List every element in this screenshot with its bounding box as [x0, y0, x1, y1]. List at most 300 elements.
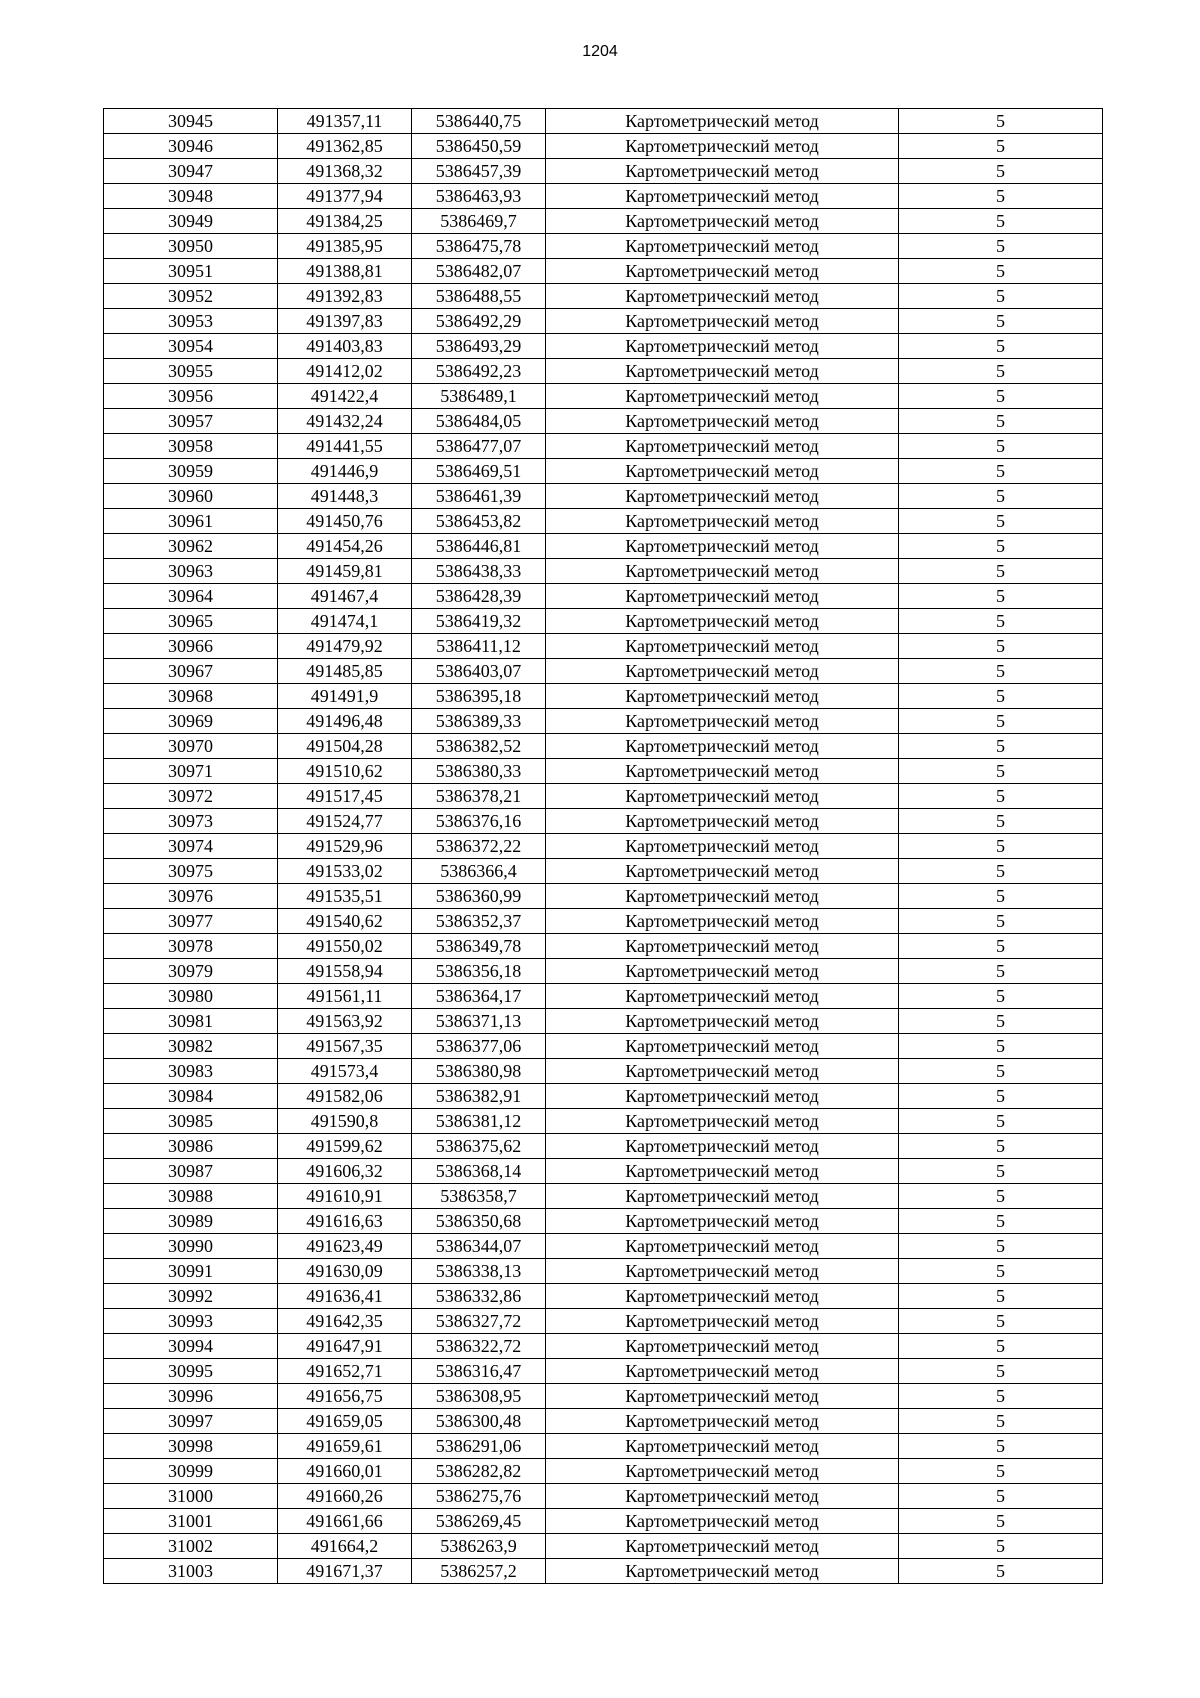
method-cell: Картометрический метод: [546, 234, 899, 259]
x-coordinate-cell: 491573,4: [278, 1059, 412, 1084]
y-coordinate-cell: 5386446,81: [412, 534, 546, 559]
y-coordinate-cell: 5386257,2: [412, 1559, 546, 1584]
x-coordinate-cell: 491496,48: [278, 709, 412, 734]
accuracy-cell: 5: [899, 284, 1103, 309]
method-cell: Картометрический метод: [546, 309, 899, 334]
x-coordinate-cell: 491590,8: [278, 1109, 412, 1134]
y-coordinate-cell: 5386372,22: [412, 834, 546, 859]
method-cell: Картометрический метод: [546, 1309, 899, 1334]
table-row: [104, 584, 1103, 609]
table-row: [104, 1184, 1103, 1209]
method-cell: Картометрический метод: [546, 684, 899, 709]
point-number-cell: 30969: [104, 709, 278, 734]
x-coordinate-cell: 491642,35: [278, 1309, 412, 1334]
y-coordinate-cell: 5386450,59: [412, 134, 546, 159]
table-row: [104, 184, 1103, 209]
point-number-cell: 30971: [104, 759, 278, 784]
point-number-cell: 30972: [104, 784, 278, 809]
x-coordinate-cell: 491388,81: [278, 259, 412, 284]
y-coordinate-cell: 5386316,47: [412, 1359, 546, 1384]
accuracy-cell: 5: [899, 884, 1103, 909]
point-number-cell: 30956: [104, 384, 278, 409]
coordinates-table: [103, 108, 1103, 1584]
x-coordinate-cell: 491432,24: [278, 409, 412, 434]
point-number-cell: 30976: [104, 884, 278, 909]
y-coordinate-cell: 5386338,13: [412, 1259, 546, 1284]
point-number-cell: 30998: [104, 1434, 278, 1459]
point-number-cell: 30988: [104, 1184, 278, 1209]
method-cell: Картометрический метод: [546, 984, 899, 1009]
method-cell: Картометрический метод: [546, 584, 899, 609]
y-coordinate-cell: 5386381,12: [412, 1109, 546, 1134]
method-cell: Картометрический метод: [546, 609, 899, 634]
accuracy-cell: 5: [899, 584, 1103, 609]
point-number-cell: 30973: [104, 809, 278, 834]
table-row: [104, 984, 1103, 1009]
table-row: [104, 434, 1103, 459]
point-number-cell: 30946: [104, 134, 278, 159]
x-coordinate-cell: 491403,83: [278, 334, 412, 359]
point-number-cell: 30945: [104, 109, 278, 134]
accuracy-cell: 5: [899, 209, 1103, 234]
y-coordinate-cell: 5386489,1: [412, 384, 546, 409]
table-row: [104, 1034, 1103, 1059]
y-coordinate-cell: 5386469,51: [412, 459, 546, 484]
y-coordinate-cell: 5386350,68: [412, 1209, 546, 1234]
table-row: [104, 1109, 1103, 1134]
point-number-cell: 30951: [104, 259, 278, 284]
y-coordinate-cell: 5386469,7: [412, 209, 546, 234]
accuracy-cell: 5: [899, 134, 1103, 159]
method-cell: Картометрический метод: [546, 359, 899, 384]
point-number-cell: 30986: [104, 1134, 278, 1159]
y-coordinate-cell: 5386382,91: [412, 1084, 546, 1109]
accuracy-cell: 5: [899, 484, 1103, 509]
y-coordinate-cell: 5386377,06: [412, 1034, 546, 1059]
table-row: [104, 734, 1103, 759]
method-cell: Картометрический метод: [546, 809, 899, 834]
x-coordinate-cell: 491652,71: [278, 1359, 412, 1384]
accuracy-cell: 5: [899, 1059, 1103, 1084]
method-cell: Картометрический метод: [546, 1484, 899, 1509]
method-cell: Картометрический метод: [546, 1209, 899, 1234]
method-cell: Картометрический метод: [546, 634, 899, 659]
method-cell: Картометрический метод: [546, 1009, 899, 1034]
point-number-cell: 30957: [104, 409, 278, 434]
point-number-cell: 30961: [104, 509, 278, 534]
point-number-cell: 30994: [104, 1334, 278, 1359]
accuracy-cell: 5: [899, 1409, 1103, 1434]
y-coordinate-cell: 5386461,39: [412, 484, 546, 509]
point-number-cell: 30965: [104, 609, 278, 634]
y-coordinate-cell: 5386453,82: [412, 509, 546, 534]
method-cell: Картометрический метод: [546, 1034, 899, 1059]
y-coordinate-cell: 5386438,33: [412, 559, 546, 584]
y-coordinate-cell: 5386352,37: [412, 909, 546, 934]
table-row: [104, 134, 1103, 159]
method-cell: Картометрический метод: [546, 434, 899, 459]
point-number-cell: 30970: [104, 734, 278, 759]
y-coordinate-cell: 5386475,78: [412, 234, 546, 259]
accuracy-cell: 5: [899, 909, 1103, 934]
point-number-cell: 30981: [104, 1009, 278, 1034]
accuracy-cell: 5: [899, 1434, 1103, 1459]
method-cell: Картометрический метод: [546, 709, 899, 734]
point-number-cell: 30991: [104, 1259, 278, 1284]
table-row: [104, 1009, 1103, 1034]
accuracy-cell: 5: [899, 1484, 1103, 1509]
x-coordinate-cell: 491362,85: [278, 134, 412, 159]
y-coordinate-cell: 5386349,78: [412, 934, 546, 959]
y-coordinate-cell: 5386376,16: [412, 809, 546, 834]
point-number-cell: 30954: [104, 334, 278, 359]
accuracy-cell: 5: [899, 334, 1103, 359]
accuracy-cell: 5: [899, 609, 1103, 634]
table-row: [104, 684, 1103, 709]
x-coordinate-cell: 491397,83: [278, 309, 412, 334]
y-coordinate-cell: 5386477,07: [412, 434, 546, 459]
point-number-cell: 30977: [104, 909, 278, 934]
x-coordinate-cell: 491454,26: [278, 534, 412, 559]
table-row: [104, 784, 1103, 809]
accuracy-cell: 5: [899, 359, 1103, 384]
method-cell: Картометрический метод: [546, 959, 899, 984]
x-coordinate-cell: 491422,4: [278, 384, 412, 409]
table-row: [104, 1209, 1103, 1234]
point-number-cell: 30966: [104, 634, 278, 659]
x-coordinate-cell: 491671,37: [278, 1559, 412, 1584]
point-number-cell: 30995: [104, 1359, 278, 1384]
x-coordinate-cell: 491561,11: [278, 984, 412, 1009]
table-row: [104, 559, 1103, 584]
point-number-cell: 30964: [104, 584, 278, 609]
accuracy-cell: 5: [899, 459, 1103, 484]
point-number-cell: 30999: [104, 1459, 278, 1484]
x-coordinate-cell: 491529,96: [278, 834, 412, 859]
accuracy-cell: 5: [899, 1134, 1103, 1159]
y-coordinate-cell: 5386360,99: [412, 884, 546, 909]
y-coordinate-cell: 5386482,07: [412, 259, 546, 284]
x-coordinate-cell: 491567,35: [278, 1034, 412, 1059]
table-row: [104, 834, 1103, 859]
x-coordinate-cell: 491660,01: [278, 1459, 412, 1484]
method-cell: Картометрический метод: [546, 1159, 899, 1184]
x-coordinate-cell: 491535,51: [278, 884, 412, 909]
table-row: [104, 1159, 1103, 1184]
point-number-cell: 30989: [104, 1209, 278, 1234]
table-row: [104, 1259, 1103, 1284]
table-row: [104, 634, 1103, 659]
y-coordinate-cell: 5386378,21: [412, 784, 546, 809]
y-coordinate-cell: 5386291,06: [412, 1434, 546, 1459]
point-number-cell: 30978: [104, 934, 278, 959]
accuracy-cell: 5: [899, 1009, 1103, 1034]
method-cell: Картометрический метод: [546, 459, 899, 484]
table-row: [104, 484, 1103, 509]
point-number-cell: 30974: [104, 834, 278, 859]
method-cell: Картометрический метод: [546, 1059, 899, 1084]
y-coordinate-cell: 5386380,98: [412, 1059, 546, 1084]
table-row: [104, 1284, 1103, 1309]
y-coordinate-cell: 5386366,4: [412, 859, 546, 884]
accuracy-cell: 5: [899, 1184, 1103, 1209]
method-cell: Картометрический метод: [546, 659, 899, 684]
table-row: [104, 209, 1103, 234]
accuracy-cell: 5: [899, 534, 1103, 559]
y-coordinate-cell: 5386322,72: [412, 1334, 546, 1359]
point-number-cell: 30952: [104, 284, 278, 309]
table-row: [104, 609, 1103, 634]
method-cell: Картометрический метод: [546, 1184, 899, 1209]
method-cell: Картометрический метод: [546, 1384, 899, 1409]
accuracy-cell: 5: [899, 1384, 1103, 1409]
x-coordinate-cell: 491558,94: [278, 959, 412, 984]
x-coordinate-cell: 491647,91: [278, 1334, 412, 1359]
y-coordinate-cell: 5386389,33: [412, 709, 546, 734]
y-coordinate-cell: 5386356,18: [412, 959, 546, 984]
table-row: [104, 1359, 1103, 1384]
point-number-cell: 31000: [104, 1484, 278, 1509]
y-coordinate-cell: 5386263,9: [412, 1534, 546, 1559]
y-coordinate-cell: 5386419,32: [412, 609, 546, 634]
y-coordinate-cell: 5386344,07: [412, 1234, 546, 1259]
table-row: [104, 1309, 1103, 1334]
accuracy-cell: 5: [899, 1209, 1103, 1234]
x-coordinate-cell: 491479,92: [278, 634, 412, 659]
accuracy-cell: 5: [899, 1534, 1103, 1559]
x-coordinate-cell: 491636,41: [278, 1284, 412, 1309]
point-number-cell: 30953: [104, 309, 278, 334]
x-coordinate-cell: 491450,76: [278, 509, 412, 534]
x-coordinate-cell: 491385,95: [278, 234, 412, 259]
y-coordinate-cell: 5386358,7: [412, 1184, 546, 1209]
x-coordinate-cell: 491392,83: [278, 284, 412, 309]
table-row: [104, 109, 1103, 134]
point-number-cell: 30983: [104, 1059, 278, 1084]
table-row: [104, 859, 1103, 884]
accuracy-cell: 5: [899, 1034, 1103, 1059]
accuracy-cell: 5: [899, 559, 1103, 584]
accuracy-cell: 5: [899, 309, 1103, 334]
x-coordinate-cell: 491467,4: [278, 584, 412, 609]
accuracy-cell: 5: [899, 1559, 1103, 1584]
accuracy-cell: 5: [899, 259, 1103, 284]
table-row: [104, 1134, 1103, 1159]
x-coordinate-cell: 491491,9: [278, 684, 412, 709]
point-number-cell: 30996: [104, 1384, 278, 1409]
method-cell: Картометрический метод: [546, 159, 899, 184]
table-row: [104, 534, 1103, 559]
table-row: [104, 234, 1103, 259]
point-number-cell: 30997: [104, 1409, 278, 1434]
x-coordinate-cell: 491357,11: [278, 109, 412, 134]
point-number-cell: 30967: [104, 659, 278, 684]
accuracy-cell: 5: [899, 109, 1103, 134]
accuracy-cell: 5: [899, 159, 1103, 184]
table-row: [104, 384, 1103, 409]
method-cell: Картометрический метод: [546, 1509, 899, 1534]
y-coordinate-cell: 5386368,14: [412, 1159, 546, 1184]
x-coordinate-cell: 491377,94: [278, 184, 412, 209]
y-coordinate-cell: 5386457,39: [412, 159, 546, 184]
table-row: [104, 809, 1103, 834]
point-number-cell: 30950: [104, 234, 278, 259]
method-cell: Картометрический метод: [546, 1284, 899, 1309]
method-cell: Картометрический метод: [546, 1459, 899, 1484]
table-row: [104, 909, 1103, 934]
accuracy-cell: 5: [899, 184, 1103, 209]
point-number-cell: 30960: [104, 484, 278, 509]
x-coordinate-cell: 491459,81: [278, 559, 412, 584]
x-coordinate-cell: 491446,9: [278, 459, 412, 484]
x-coordinate-cell: 491661,66: [278, 1509, 412, 1534]
accuracy-cell: 5: [899, 234, 1103, 259]
method-cell: Картометрический метод: [546, 409, 899, 434]
y-coordinate-cell: 5386375,62: [412, 1134, 546, 1159]
point-number-cell: 30975: [104, 859, 278, 884]
table-row: [104, 334, 1103, 359]
method-cell: Картометрический метод: [546, 334, 899, 359]
x-coordinate-cell: 491510,62: [278, 759, 412, 784]
accuracy-cell: 5: [899, 1284, 1103, 1309]
point-number-cell: 30947: [104, 159, 278, 184]
method-cell: Картометрический метод: [546, 759, 899, 784]
table-row: [104, 659, 1103, 684]
accuracy-cell: 5: [899, 834, 1103, 859]
table-row: [104, 159, 1103, 184]
x-coordinate-cell: 491664,2: [278, 1534, 412, 1559]
y-coordinate-cell: 5386395,18: [412, 684, 546, 709]
method-cell: Картометрический метод: [546, 109, 899, 134]
method-cell: Картометрический метод: [546, 484, 899, 509]
x-coordinate-cell: 491533,02: [278, 859, 412, 884]
method-cell: Картометрический метод: [546, 1559, 899, 1584]
table-row: [104, 1384, 1103, 1409]
method-cell: Картометрический метод: [546, 734, 899, 759]
method-cell: Картометрический метод: [546, 1359, 899, 1384]
y-coordinate-cell: 5386411,12: [412, 634, 546, 659]
table-row: [104, 1084, 1103, 1109]
point-number-cell: 30958: [104, 434, 278, 459]
accuracy-cell: 5: [899, 1159, 1103, 1184]
table-row: [104, 1234, 1103, 1259]
method-cell: Картометрический метод: [546, 209, 899, 234]
accuracy-cell: 5: [899, 709, 1103, 734]
x-coordinate-cell: 491474,1: [278, 609, 412, 634]
accuracy-cell: 5: [899, 1234, 1103, 1259]
method-cell: Картометрический метод: [546, 1434, 899, 1459]
method-cell: Картометрический метод: [546, 1534, 899, 1559]
method-cell: Картометрический метод: [546, 1134, 899, 1159]
y-coordinate-cell: 5386382,52: [412, 734, 546, 759]
y-coordinate-cell: 5386492,29: [412, 309, 546, 334]
method-cell: Картометрический метод: [546, 259, 899, 284]
table-row: [104, 959, 1103, 984]
table-row: [104, 459, 1103, 484]
point-number-cell: 30959: [104, 459, 278, 484]
x-coordinate-cell: 491524,77: [278, 809, 412, 834]
accuracy-cell: 5: [899, 809, 1103, 834]
point-number-cell: 30979: [104, 959, 278, 984]
table-row: [104, 1559, 1103, 1584]
page-number: 1204: [582, 43, 618, 60]
y-coordinate-cell: 5386282,82: [412, 1459, 546, 1484]
point-number-cell: 30990: [104, 1234, 278, 1259]
x-coordinate-cell: 491517,45: [278, 784, 412, 809]
x-coordinate-cell: 491656,75: [278, 1384, 412, 1409]
table-row: [104, 1409, 1103, 1434]
y-coordinate-cell: 5386300,48: [412, 1409, 546, 1434]
method-cell: Картометрический метод: [546, 509, 899, 534]
table-row: [104, 759, 1103, 784]
table-row: [104, 1509, 1103, 1534]
table-row: [104, 934, 1103, 959]
method-cell: Картометрический метод: [546, 559, 899, 584]
accuracy-cell: 5: [899, 784, 1103, 809]
point-number-cell: 30982: [104, 1034, 278, 1059]
x-coordinate-cell: 491610,91: [278, 1184, 412, 1209]
point-number-cell: 30987: [104, 1159, 278, 1184]
method-cell: Картометрический метод: [546, 534, 899, 559]
accuracy-cell: 5: [899, 759, 1103, 784]
accuracy-cell: 5: [899, 1509, 1103, 1534]
accuracy-cell: 5: [899, 984, 1103, 1009]
y-coordinate-cell: 5386308,95: [412, 1384, 546, 1409]
x-coordinate-cell: 491599,62: [278, 1134, 412, 1159]
accuracy-cell: 5: [899, 659, 1103, 684]
method-cell: Картометрический метод: [546, 859, 899, 884]
coordinates-table-body: [104, 109, 1103, 1584]
point-number-cell: 30985: [104, 1109, 278, 1134]
method-cell: Картометрический метод: [546, 1084, 899, 1109]
y-coordinate-cell: 5386493,29: [412, 334, 546, 359]
method-cell: Картометрический метод: [546, 784, 899, 809]
x-coordinate-cell: 491630,09: [278, 1259, 412, 1284]
point-number-cell: 30993: [104, 1309, 278, 1334]
x-coordinate-cell: 491659,05: [278, 1409, 412, 1434]
method-cell: Картометрический метод: [546, 884, 899, 909]
y-coordinate-cell: 5386492,23: [412, 359, 546, 384]
table-row: [104, 509, 1103, 534]
point-number-cell: 31003: [104, 1559, 278, 1584]
y-coordinate-cell: 5386403,07: [412, 659, 546, 684]
point-number-cell: 30968: [104, 684, 278, 709]
table-row: [104, 309, 1103, 334]
method-cell: Картометрический метод: [546, 934, 899, 959]
x-coordinate-cell: 491368,32: [278, 159, 412, 184]
x-coordinate-cell: 491504,28: [278, 734, 412, 759]
x-coordinate-cell: 491660,26: [278, 1484, 412, 1509]
table-row: [104, 1059, 1103, 1084]
accuracy-cell: 5: [899, 1459, 1103, 1484]
accuracy-cell: 5: [899, 409, 1103, 434]
x-coordinate-cell: 491623,49: [278, 1234, 412, 1259]
y-coordinate-cell: 5386332,86: [412, 1284, 546, 1309]
method-cell: Картометрический метод: [546, 184, 899, 209]
y-coordinate-cell: 5386327,72: [412, 1309, 546, 1334]
table-row: [104, 359, 1103, 384]
method-cell: Картометрический метод: [546, 909, 899, 934]
x-coordinate-cell: 491448,3: [278, 484, 412, 509]
x-coordinate-cell: 491540,62: [278, 909, 412, 934]
method-cell: Картометрический метод: [546, 134, 899, 159]
x-coordinate-cell: 491606,32: [278, 1159, 412, 1184]
table-row: [104, 1484, 1103, 1509]
x-coordinate-cell: 491616,63: [278, 1209, 412, 1234]
point-number-cell: 31002: [104, 1534, 278, 1559]
table-row: [104, 884, 1103, 909]
accuracy-cell: 5: [899, 1309, 1103, 1334]
